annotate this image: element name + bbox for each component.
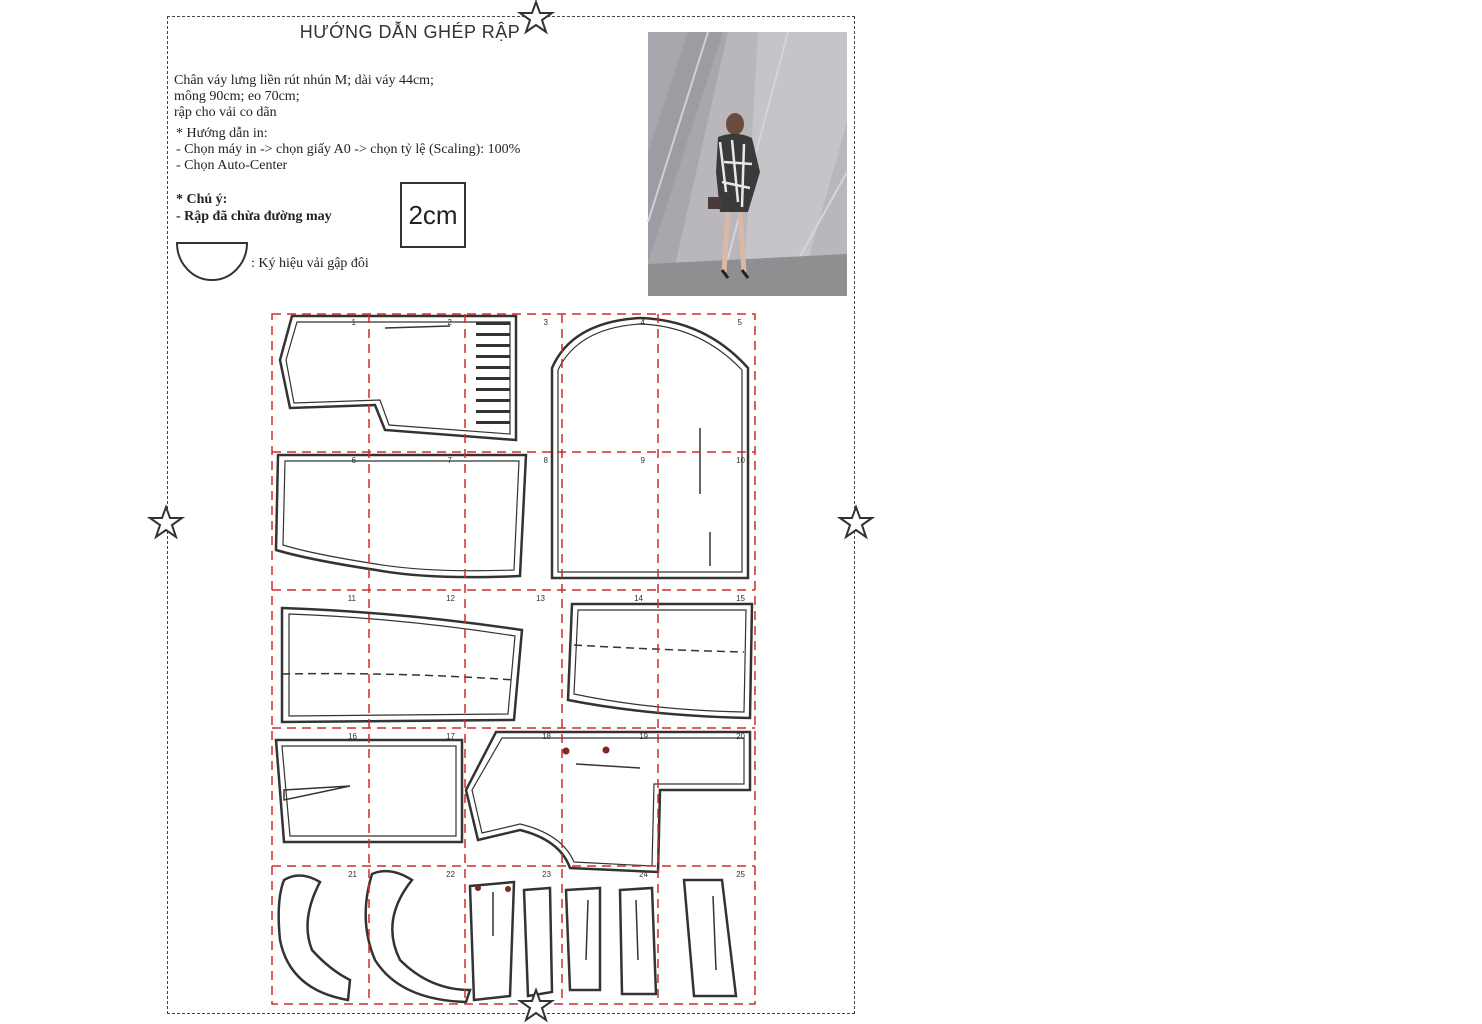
tile-number: 25 — [736, 870, 745, 879]
tile-number: 7 — [447, 456, 452, 465]
registration-star-icon — [148, 505, 184, 539]
registration-star-icon — [838, 505, 874, 539]
tile-number: 14 — [634, 594, 643, 603]
note-text: - Rập đã chừa đường may — [176, 209, 332, 224]
tile-number: 18 — [542, 732, 551, 741]
print-guide-step: - Chọn Auto-Center — [176, 158, 288, 173]
description-line: rập cho vải co dãn — [174, 105, 277, 120]
tile-number: 13 — [536, 594, 545, 603]
note-heading: * Chú ý: — [176, 192, 228, 207]
print-guide-heading: * Hướng dẫn in: — [176, 126, 268, 141]
tile-number: 12 — [446, 594, 455, 603]
tile-number: 1 — [351, 318, 356, 327]
brand-watermark: NGANKIM — [1431, 204, 1482, 213]
tile-number: 23 — [542, 870, 551, 879]
tile-number: 20 — [736, 732, 745, 741]
tile-number: 22 — [446, 870, 455, 879]
tile-number: 24 — [639, 870, 648, 879]
description-line: mông 90cm; eo 70cm; — [174, 89, 300, 104]
tile-number: 10 — [736, 456, 745, 465]
tile-number: 17 — [446, 732, 455, 741]
registration-star-icon — [518, 0, 554, 34]
tile-number: 6 — [351, 456, 356, 465]
print-guide-step: - Chọn máy in -> chọn giấy A0 -> chọn tỷ lệ (Scaling): 100% — [176, 142, 521, 157]
tile-number: 4 — [640, 318, 645, 327]
description-line: Chân váy lưng liền rút nhún M; dài váy 44cm; — [174, 73, 434, 88]
tile-number: 19 — [639, 732, 648, 741]
tile-number: 5 — [737, 318, 742, 327]
registration-star-icon — [518, 988, 554, 1022]
tile-number: 15 — [736, 594, 745, 603]
tile-number: 21 — [348, 870, 357, 879]
page-title: HƯỚNG DẪN GHÉP RẬP — [299, 22, 521, 42]
tile-number: 9 — [640, 456, 645, 465]
tile-number: 2 — [447, 318, 452, 327]
tile-number: 16 — [348, 732, 357, 741]
scale-label: 2cm — [408, 199, 458, 230]
tile-number: 8 — [543, 456, 548, 465]
tile-number: 3 — [543, 318, 548, 327]
tile-number: 11 — [347, 594, 356, 603]
fold-symbol-label: : Ký hiệu vải gập đôi — [251, 256, 369, 271]
